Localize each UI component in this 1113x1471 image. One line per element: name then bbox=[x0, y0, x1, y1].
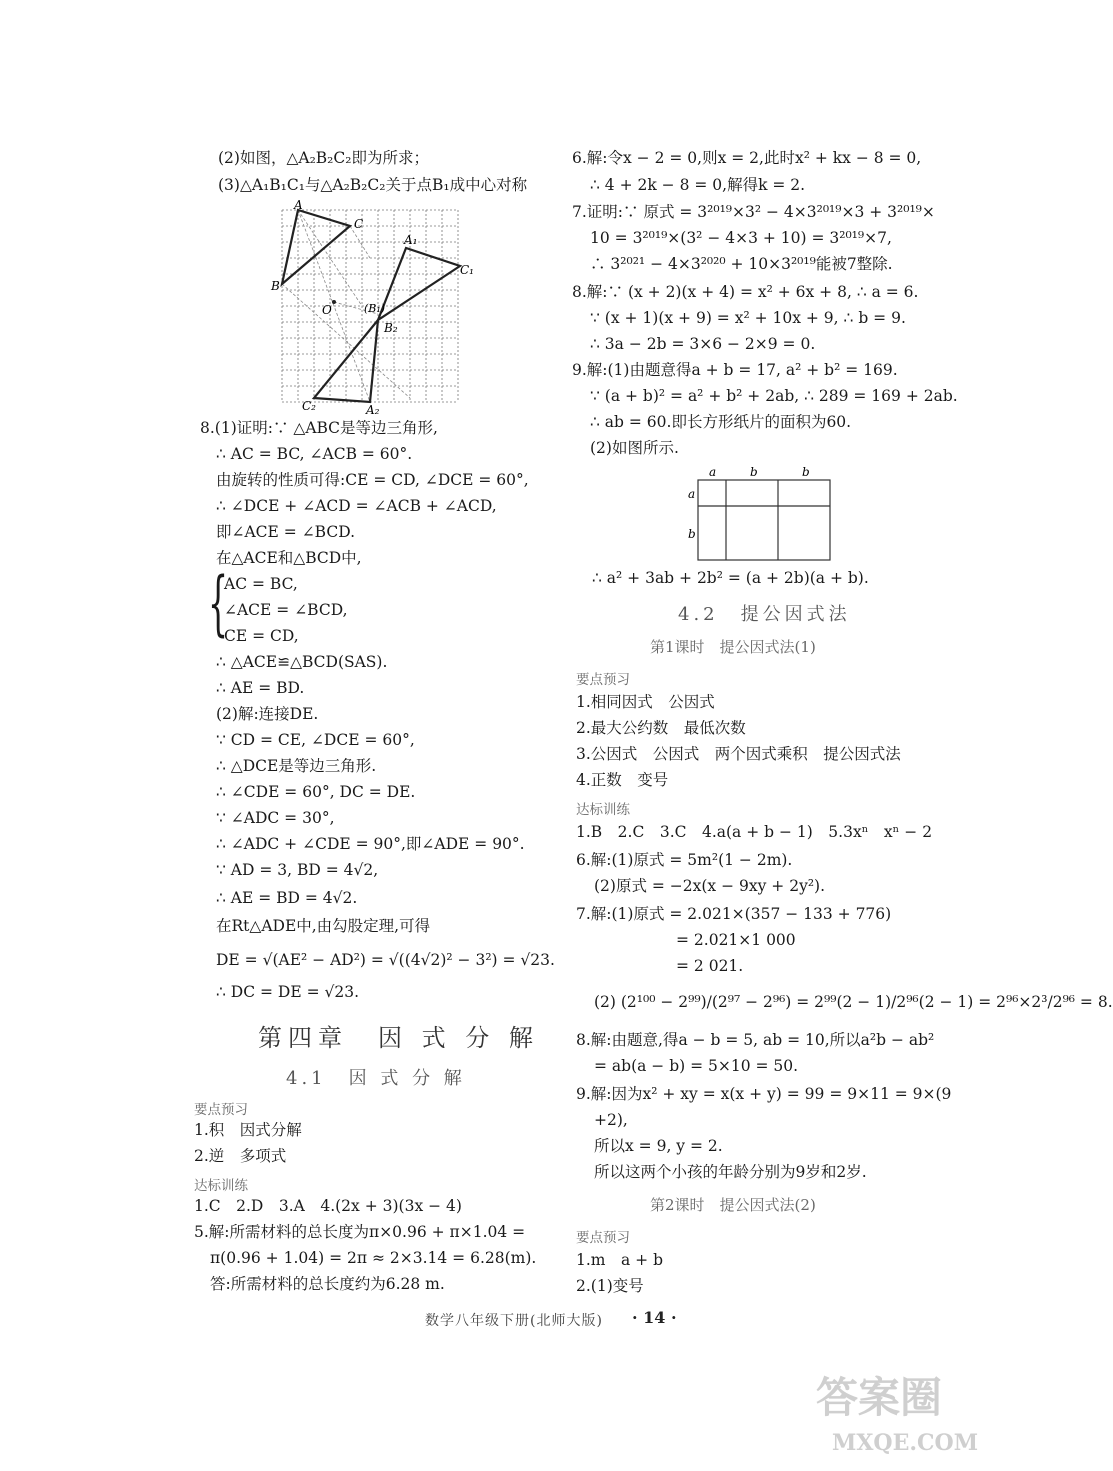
vertex-label: C bbox=[354, 217, 364, 231]
answer-line: 3.公因式 公因式 两个因式乘积 提公因式法 bbox=[576, 745, 901, 763]
watermark-logo bbox=[812, 1362, 980, 1462]
lesson-title: 第2课时 提公因式法(2) bbox=[650, 1196, 816, 1214]
answer-line: ∵ CD = CE, ∠DCE = 60°, bbox=[216, 731, 415, 749]
subsection-label: 要点预习 bbox=[194, 1102, 248, 1118]
answer-line: ∵ (x + 1)(x + 9) = x² + 10x + 9, ∴ b = 9. bbox=[590, 309, 906, 327]
side-label: a bbox=[688, 487, 696, 501]
answer-line: 所以x = 9, y = 2. bbox=[594, 1137, 723, 1155]
answer-line: 9.解:因为x² + xy = x(x + y) = 99 = 9×11 = 9×(9 bbox=[576, 1085, 952, 1103]
answer-line: ∴ △DCE是等边三角形. bbox=[216, 757, 377, 775]
answer-line: 8.(1)证明:∵ △ABC是等边三角形, bbox=[200, 419, 438, 437]
answer-line: (2)如图，△A₂B₂C₂即为所求； bbox=[218, 149, 429, 167]
answer-line: 由旋转的性质可得:CE = CD, ∠DCE = 60°, bbox=[216, 471, 529, 489]
subsection-label: 达标训练 bbox=[576, 802, 630, 818]
answer-line: 6.解:令x − 2 = 0,则x = 2,此时x² + kx − 8 = 0, bbox=[572, 149, 922, 167]
answer-line: 2.逆 多项式 bbox=[194, 1147, 287, 1165]
answer-line: 10 = 3²⁰¹⁹×(3² − 4×3 + 10) = 3²⁰¹⁹×7, bbox=[590, 229, 892, 247]
answer-line: (2)如图所示. bbox=[590, 439, 679, 457]
side-label: a bbox=[709, 465, 717, 479]
vertex-label: B bbox=[271, 279, 280, 293]
watermark-url: MXQE.COM bbox=[832, 1430, 979, 1456]
chapter-title: 第四章 因 式 分 解 bbox=[258, 1024, 539, 1052]
answer-line: DE = √(AE² − AD²) = √((4√2)² − 3²) = √23. bbox=[216, 951, 555, 969]
answer-line: ∴ △ACE≌△BCD(SAS). bbox=[216, 653, 388, 671]
answer-line: ∴ ∠CDE = 60°, DC = DE. bbox=[216, 783, 416, 801]
answer-line: ∵ AD = 3, BD = 4√2, bbox=[216, 861, 379, 879]
answer-line: ∴ ab = 60.即长方形纸片的面积为60. bbox=[590, 413, 852, 431]
answer-line: 6.解:(1)原式 = 5m²(1 − 2m). bbox=[576, 851, 793, 869]
answer-line: ∵ ∠ADC = 30°, bbox=[216, 809, 335, 827]
lesson-title: 第1课时 提公因式法(1) bbox=[650, 638, 816, 656]
answer-line: 5.解:所需材料的总长度为π×0.96 + π×1.04 = bbox=[194, 1223, 526, 1241]
answer-line: 答:所需材料的总长度约为6.28 m. bbox=[210, 1275, 445, 1293]
answer-line: 即∠ACE = ∠BCD. bbox=[216, 523, 356, 541]
vertex-label: A₂ bbox=[366, 403, 380, 417]
answer-line: = 2 021. bbox=[676, 957, 744, 975]
answer-line: 1.B 2.C 3.C 4.a(a + b − 1) 5.3xⁿ xⁿ − 2 bbox=[576, 823, 933, 841]
answer-line: ∴ 3a − 2b = 3×6 − 2×9 = 0. bbox=[590, 335, 816, 353]
answer-line: ∴ 3²⁰²¹ − 4×3²⁰²⁰ + 10×3²⁰¹⁹能被7整除. bbox=[590, 255, 893, 273]
vertex-label: C₁ bbox=[460, 263, 474, 277]
answer-line: (2)解:连接DE. bbox=[216, 705, 319, 723]
answer-line: (2)原式 = −2x(x − 9xy + 2y²). bbox=[594, 877, 826, 895]
subsection-label: 要点预习 bbox=[576, 672, 630, 688]
vertex-label: (B₁) bbox=[364, 302, 386, 315]
watermark-text: 答案圈 bbox=[816, 1373, 943, 1422]
answer-line: 8.解:由题意,得a − b = 5, ab = 10,所以a²b − ab² bbox=[576, 1031, 935, 1049]
vertex-label: A₁ bbox=[404, 233, 418, 247]
system-line: CE = CD, bbox=[224, 627, 299, 645]
equation-brace: { bbox=[208, 562, 229, 644]
answer-line: 2.最大公约数 最低次数 bbox=[576, 719, 746, 737]
answer-line: 1.相同因式 公因式 bbox=[576, 693, 715, 711]
answer-line: 1.C 2.D 3.A 4.(2x + 3)(3x − 4) bbox=[194, 1197, 462, 1215]
vertex-label: O bbox=[322, 303, 332, 317]
vertex-label: A bbox=[294, 198, 303, 212]
side-label: b bbox=[750, 465, 758, 479]
answer-line: (3)△A₁B₁C₁与△A₂B₂C₂关于点B₁成中心对称 bbox=[218, 176, 528, 194]
system-line: AC = BC, bbox=[224, 575, 298, 593]
answer-line: ∴ DC = DE = √23. bbox=[216, 983, 360, 1001]
answer-line: 9.解:(1)由题意得a + b = 17, a² + b² = 169. bbox=[572, 361, 898, 379]
answer-line: 7.解:(1)原式 = 2.021×(357 − 133 + 776) bbox=[576, 905, 892, 923]
answer-line: ∴ AE = BD. bbox=[216, 679, 305, 697]
answer-line: ∴ ∠DCE + ∠ACD = ∠ACB + ∠ACD, bbox=[216, 497, 497, 515]
side-label: b bbox=[688, 527, 696, 541]
page-number: · 14 · bbox=[632, 1308, 677, 1327]
vertex-label: B₂ bbox=[384, 321, 398, 335]
answer-line: = ab(a − b) = 5×10 = 50. bbox=[594, 1057, 799, 1075]
answer-line: +2), bbox=[594, 1111, 628, 1129]
answer-line: ∴ AE = BD = 4√2. bbox=[216, 889, 358, 907]
answer-line: 在△ACE和△BCD中, bbox=[216, 549, 362, 567]
answer-line: 所以这两个小孩的年龄分别为9岁和2岁. bbox=[594, 1163, 867, 1181]
answer-line: ∴ a² + 3ab + 2b² = (a + 2b)(a + b). bbox=[592, 569, 869, 587]
answer-line: 8.解:∵ (x + 2)(x + 4) = x² + 6x + 8, ∴ a = 6. bbox=[572, 283, 919, 301]
answer-line: π(0.96 + 1.04) = 2π ≈ 2×3.14 = 6.28(m). bbox=[210, 1249, 537, 1267]
subsection-label: 要点预习 bbox=[576, 1230, 630, 1246]
answer-line: ∴ 4 + 2k − 8 = 0,解得k = 2. bbox=[590, 176, 806, 194]
answer-line: = 2.021×1 000 bbox=[676, 931, 796, 949]
section-title: 4.1 因 式 分 解 bbox=[286, 1068, 466, 1089]
answer-line: ∴ ∠ADC + ∠CDE = 90°,即∠ADE = 90°. bbox=[216, 835, 525, 853]
system-line: ∠ACE = ∠BCD, bbox=[224, 601, 348, 619]
rectangle-area-figure bbox=[682, 462, 842, 564]
subsection-label: 达标训练 bbox=[194, 1178, 248, 1194]
answer-line: 7.证明:∵ 原式 = 3²⁰¹⁹×3² − 4×3²⁰¹⁹×3 + 3²⁰¹⁹× bbox=[572, 203, 935, 221]
rotation-grid-figure bbox=[270, 198, 474, 417]
answer-line: 1.m a + b bbox=[576, 1251, 663, 1269]
answer-line: 1.积 因式分解 bbox=[194, 1121, 302, 1139]
vertex-label: C₂ bbox=[302, 399, 316, 413]
answer-line: ∵ (a + b)² = a² + b² + 2ab, ∴ 289 = 169 + 2ab. bbox=[590, 387, 958, 405]
section-title: 4.2 提公因式法 bbox=[678, 604, 851, 625]
answer-line: ∴ AC = BC, ∠ACB = 60°. bbox=[216, 445, 413, 463]
answer-line: 在Rt△ADE中,由勾股定理,可得 bbox=[216, 917, 431, 935]
answer-line: 2.(1)变号 bbox=[576, 1277, 644, 1295]
answer-line: 4.正数 变号 bbox=[576, 771, 669, 789]
side-label: b bbox=[802, 465, 810, 479]
fraction-equation: (2) (2¹⁰⁰ − 2⁹⁹)/(2⁹⁷ − 2⁹⁶) = 2⁹⁹(2 − 1)/2⁹⁶(2 − 1) = 2⁹⁶×2³/2⁹⁶ = 8. bbox=[594, 993, 1113, 1011]
book-title-footer: 数学八年级下册(北师大版) bbox=[425, 1313, 603, 1329]
